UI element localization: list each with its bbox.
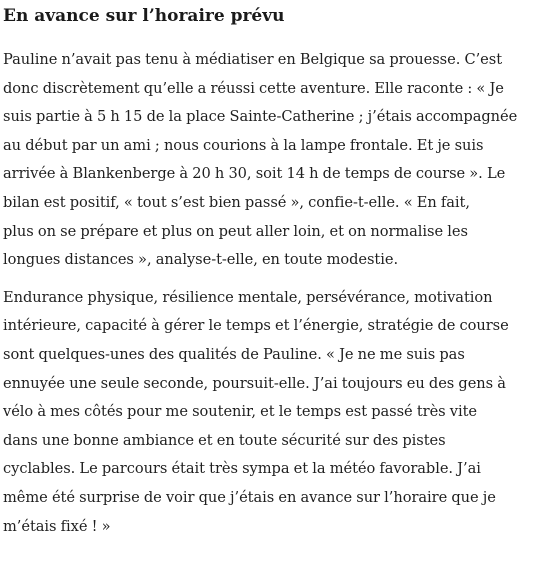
- paragraph-line: suis partie à 5 h 15 de la place Sainte-Catherine ; j’étais accompagnée: [3, 108, 518, 126]
- paragraph-line: vélo à mes côtés pour me soutenir, et le temps est passé très vite: [3, 403, 477, 421]
- paragraph-line: ennuyée une seule seconde, poursuit-elle. J’ai toujours eu des gens à: [3, 374, 506, 392]
- paragraph-line: au début par un ami ; nous courions à la lampe frontale. Et je suis: [3, 136, 484, 154]
- paragraph-line: dans une bonne ambiance et en toute sécurité sur des pistes: [3, 431, 446, 449]
- paragraph-line: longues distances », analyse-t-elle, en toute modestie.: [3, 251, 399, 269]
- paragraph-line: m’étais fixé ! »: [3, 517, 111, 535]
- article: [3, 0, 555, 541]
- paragraph-1: [3, 46, 555, 275]
- paragraph-line: intérieure, capacité à gérer le temps et l’énergie, stratégie de course: [3, 317, 509, 335]
- paragraph-line: bilan est positif, « tout s’est bien passé », confie-t-elle. « En fait,: [3, 193, 470, 211]
- paragraph-line: Endurance physique, résilience mentale, persévérance, motivation: [3, 288, 493, 306]
- paragraph-line: même été surprise de voir que j’étais en avance sur l’horaire que je: [3, 488, 496, 506]
- paragraph-line: sont quelques-unes des qualités de Pauline. « Je ne me suis pas: [3, 345, 465, 363]
- paragraph-line: cyclables. Le parcours était très sympa et la météo favorable. J’ai: [3, 460, 481, 478]
- paragraph-line: arrivée à Blankenberge à 20 h 30, soit 14 h de temps de course ». Le: [3, 165, 506, 183]
- article-heading: En avance sur l’horaire prévu: [3, 6, 285, 26]
- paragraph-2: [3, 284, 555, 541]
- paragraph-line: plus on se prépare et plus on peut aller loin, et on normalise les: [3, 222, 468, 240]
- paragraph-line: Pauline n’avait pas tenu à médiatiser en Belgique sa prouesse. C’est: [3, 51, 503, 68]
- paragraph-line: donc discrètement qu’elle a réussi cette aventure. Elle raconte : « Je: [3, 79, 504, 97]
